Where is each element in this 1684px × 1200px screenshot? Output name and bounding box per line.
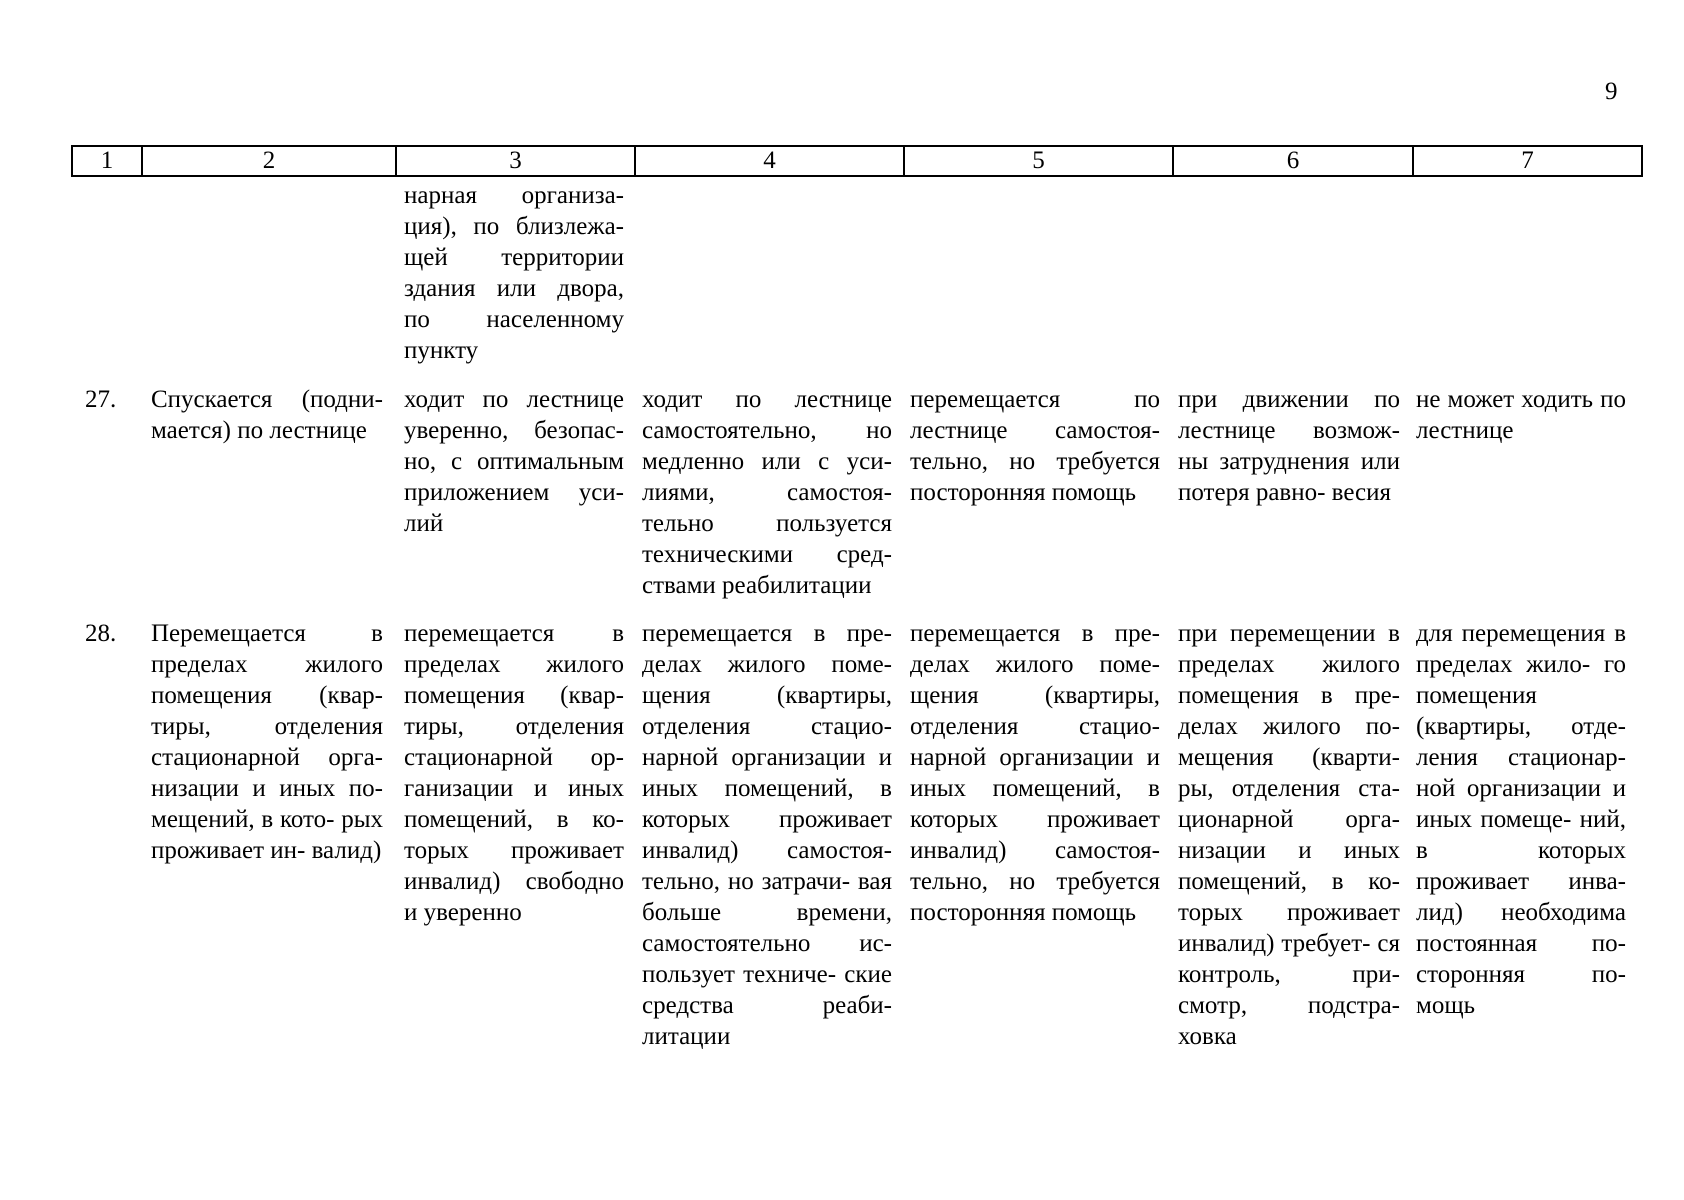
row-28-col5: перемещается в пре- делах жилого поме- щения (квартиры, отделения стацио- нарной организации и иных помещений, в которых проживает инвалид) самостоя- тельно, но требуется посторонняя помощь [910, 620, 1160, 926]
header-col-2: 2 [142, 146, 396, 176]
column-number-header [71, 145, 1643, 177]
row-28-col3: перемещается в пределах жилого помещения (квар- тиры, отделения стационарной ор- ганизации и иных помещений, в ко- торых проживает инвалид) свободно и уверенно [404, 620, 624, 926]
page-number: 9 [1605, 78, 1618, 105]
row-27-col5: перемещается по лестнице самостоя- тельно, но требуется посторонняя помощь [910, 386, 1160, 506]
row-28-name: Перемещается в пределах жилого помещения (квар- тиры, отделения стационарной орга- низации и иных по- мещений, в кото- рых проживает ин- валид) [151, 620, 383, 864]
header-col-6: 6 [1173, 146, 1413, 176]
row-28-col4: перемещается в пре- делах жилого поме- щения (квартиры, отделения стацио- нарной организации и иных помещений, в которых проживает инвалид) самостоя- тельно, но затрачи- вая больше времени, самостоятельно ис- пользует техниче- ские средства реаби- литации [642, 620, 892, 1050]
row-27-col6: при движении по лестнице возмож- ны затруднения или потеря равно- весия [1178, 386, 1400, 506]
row-27-number: 27. [85, 386, 117, 413]
row-continuation-col3: нарная организа- ция), по близлежа- щей территории здания или двора, по населенному пункту [404, 182, 624, 364]
row-27-col4: ходит по лестнице самостоятельно, но медленно или с уси- лиями, самостоя- тельно пользуется техническими сред- ствами реабилитации [642, 386, 892, 599]
row-28-col6: при перемещении в пределах жилого помещения в пре- делах жилого по- мещения (кварти- ры, отделения ста- ционарной орга- низации и иных помещений, в ко- торых проживает инвалид) требует- ся контроль, при- смотр, подстра- ховка [1178, 620, 1400, 1050]
row-27-col3: ходит по лестнице уверенно, безопас- но, с оптимальным приложением уси- лий [404, 386, 624, 537]
header-col-3: 3 [396, 146, 635, 176]
header-col-7: 7 [1413, 146, 1642, 176]
header-col-4: 4 [635, 146, 904, 176]
row-28-number: 28. [85, 620, 117, 647]
header-col-1: 1 [72, 146, 142, 176]
row-27-col7: не может ходить по лестнице [1416, 386, 1626, 444]
row-28-col7: для перемещения в пределах жило- го помещения (квартиры, отде- ления стационар- ной организации и иных помеще- ний, в которых проживает инва- лид) необходима постоянная по- сторонняя по- мощь [1416, 620, 1626, 1019]
header-col-5: 5 [904, 146, 1173, 176]
row-27-name: Спускается (подни- мается) по лестнице [151, 386, 383, 444]
